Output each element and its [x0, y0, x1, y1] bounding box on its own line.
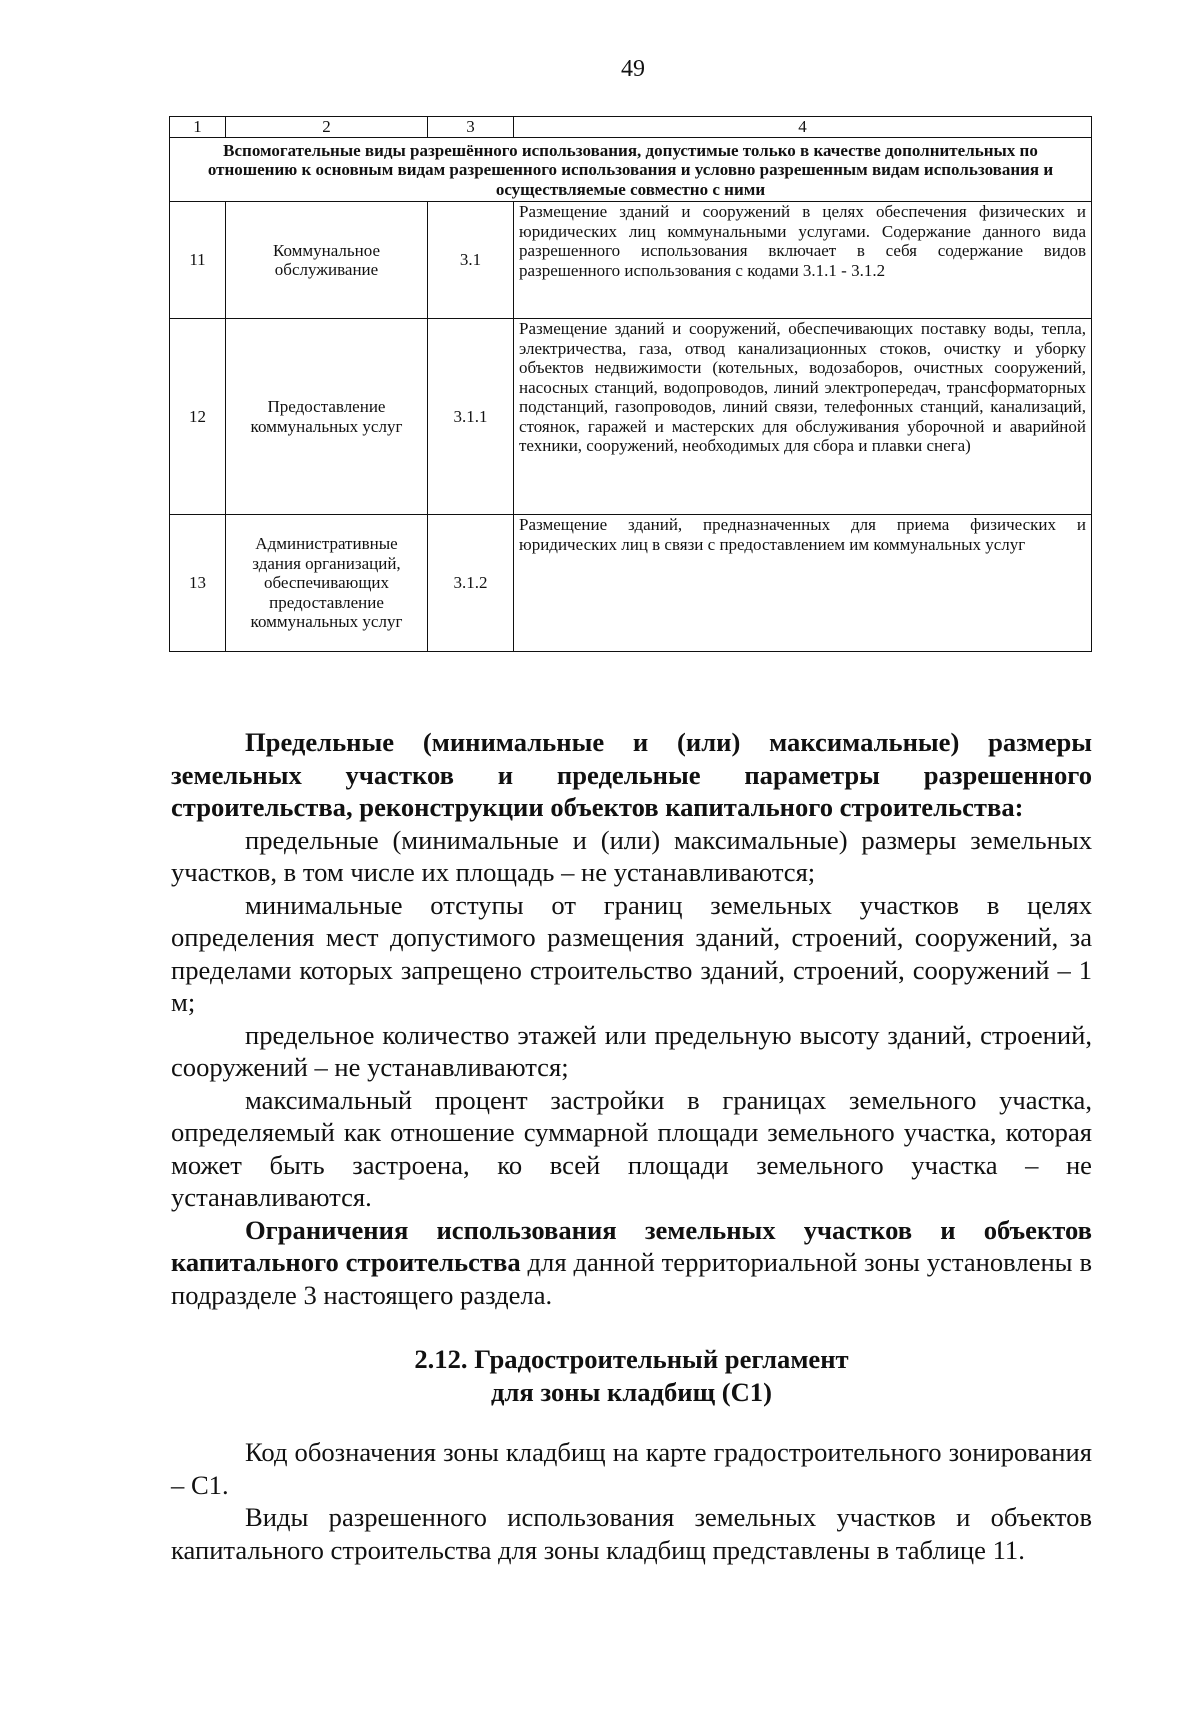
paragraph: Виды разрешенного использования земельных участков и объектов капитального строительства для зоны кладбищ представлены в таблице 11.: [171, 1502, 1092, 1565]
page-number: 49: [621, 56, 645, 82]
column-header: 1: [170, 117, 226, 138]
limits-heading: Предельные (минимальные и (или) максимальные) размеры земельных участков и предельные параметры разрешенного строительства, реконструкции объектов капитального строительства:: [171, 727, 1092, 822]
table-row: [170, 515, 1092, 652]
section-title-line: 2.12. Градостроительный регламент: [414, 1344, 849, 1374]
row-number: 12: [170, 319, 226, 515]
group-title: Вспомогательные виды разрешённого использования, допустимые только в качестве дополнительных по отношению к основным видам разрешенного использования и условно разрешенным видам использования и осуществляемые совместно с ними: [170, 137, 1092, 202]
restrictions-bold-text: Ограничения использования земельных участков и объектов капитального строительства: [171, 1214, 1092, 1277]
restrictions-text: для данной территориальной зоны установлены в подразделе 3 настоящего раздела.: [171, 1247, 1092, 1310]
table-group-row: [170, 137, 1092, 202]
use-description: Размещение зданий, предназначенных для приема физических и юридических лиц в связи с предоставлением им коммунальных услуг: [514, 515, 1092, 652]
paragraph: Код обозначения зоны кладбищ на карте градостроительного зонирования – С1.: [171, 1437, 1092, 1500]
use-description: Размещение зданий и сооружений, обеспечивающих поставку воды, тепла, электричества, газа, отвод канализационных стоков, очистку и уборку объектов недвижимости (котельных, водозаборов, очистных сооружений, насосных станций, водопроводов, линий электропередач, трансформаторных подстанций, газопроводов, линий связи, телефонных станций, канализаций, стоянок, гаражей и мастерских для обслуживания уборочной и аварийной техники, сооружений, необходимых для сбора и плавки снега): [514, 319, 1092, 515]
row-number: 13: [170, 515, 226, 652]
restrictions-paragraph: [171, 1214, 1092, 1312]
use-code: 3.1: [428, 202, 514, 319]
table-row: [170, 202, 1092, 319]
paragraph: предельное количество этажей или предельную высоту зданий, строений, сооружений – не устанавливаются;: [171, 1019, 1092, 1082]
use-name: Коммунальное обслуживание: [226, 202, 428, 319]
use-code: 3.1.1: [428, 319, 514, 515]
table-header-row: [170, 117, 1092, 138]
use-description: Размещение зданий и сооружений в целях обеспечения физических и юридических лиц коммунальными услугами. Содержание данного вида разрешенного использования включает в себя содержание видов разрешенного использования с кодами 3.1.1 - 3.1.2: [514, 202, 1092, 319]
use-name: Административные здания организаций, обеспечивающих предоставление коммунальных услуг: [226, 515, 428, 652]
paragraph: предельные (минимальные и (или) максимальные) размеры земельных участков, в том числе их площадь – не устанавливаются;: [171, 824, 1092, 887]
section-title: [171, 1343, 1092, 1408]
paragraph: максимальный процент застройки в границах земельного участка, определяемый как отношение суммарной площади земельного участка, которая может быть застроена, ко всей площади земельного участка – не устанавливаются.: [171, 1084, 1092, 1212]
table-row: [170, 319, 1092, 515]
regulation-text: [171, 726, 1092, 1566]
column-header: 4: [514, 117, 1092, 138]
use-code: 3.1.2: [428, 515, 514, 652]
section-title-line: для зоны кладбищ (С1): [491, 1376, 772, 1407]
column-header: 2: [226, 117, 428, 138]
row-number: 11: [170, 202, 226, 319]
column-header: 3: [428, 117, 514, 138]
paragraph: минимальные отступы от границ земельных участков в целях определения мест допустимого размещения зданий, строений, сооружений, за пределами которых запрещено строительство зданий, строений, сооружений – 1 м;: [171, 889, 1092, 1017]
use-name: Предоставление коммунальных услуг: [226, 319, 428, 515]
permitted-uses-table: [169, 116, 1092, 652]
